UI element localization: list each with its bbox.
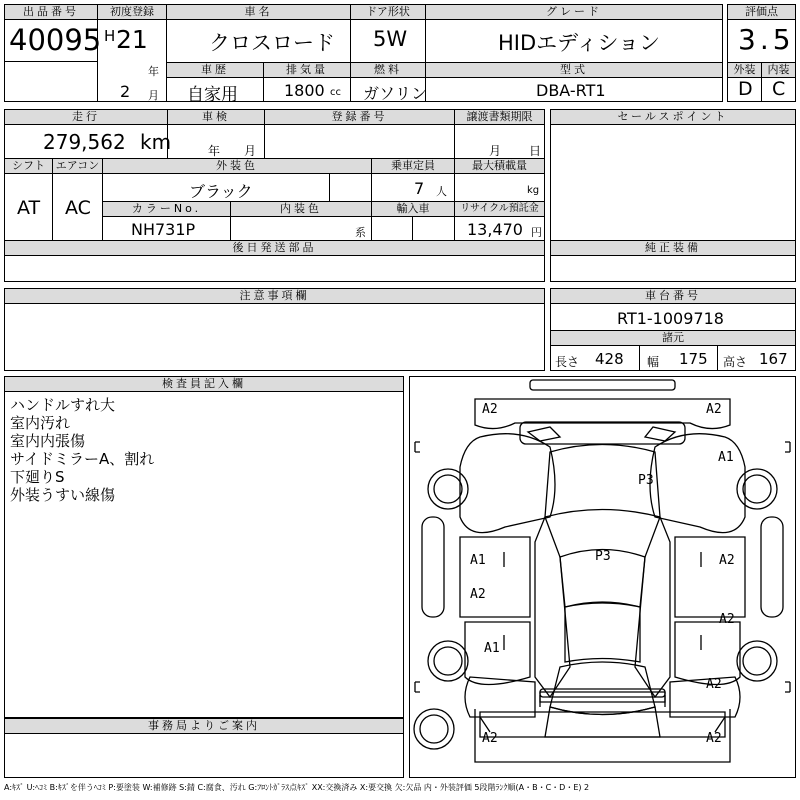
ac-box (52, 158, 103, 241)
car-outline (410, 377, 795, 777)
score-box (727, 4, 796, 63)
year-unit: 年 (148, 65, 159, 78)
inspector-note: 下廻りS (10, 468, 65, 486)
history: 自家用 (187, 85, 238, 105)
inspector-note: 外装うすい線傷 (10, 486, 116, 504)
int-color-box (230, 201, 372, 241)
insp-month-unit: 月 (244, 144, 257, 158)
transfer-box (454, 109, 545, 159)
damage-code: A2 (706, 731, 722, 746)
ext-grade-box (727, 62, 762, 102)
notes-label: 注意事項欄 (5, 289, 544, 304)
inspector-box (4, 376, 404, 718)
recycle-unit: 円 (531, 226, 542, 239)
lot-number: 40095 (9, 23, 102, 57)
mileage-label: 走行 (5, 110, 167, 125)
office-box (4, 718, 404, 778)
height: 167 (759, 350, 788, 368)
damage-code: A2 (470, 587, 486, 602)
displacement-unit: cc (330, 87, 341, 98)
office-label: 事務局よりご案内 (5, 719, 403, 734)
damage-code: P3 (595, 549, 611, 564)
later-parts-box (4, 240, 545, 282)
history-box (166, 62, 264, 105)
transfer-month-unit: 月 (489, 144, 502, 158)
ac: AC (65, 197, 91, 219)
transfer-day-unit: 日 (529, 144, 542, 158)
fuel-label: 燃料 (351, 63, 425, 78)
load-box (454, 158, 545, 202)
ext-color-label: 外装色 (103, 159, 371, 174)
damage-code: A2 (706, 677, 722, 692)
genuine-box (550, 240, 796, 282)
capacity-box (371, 158, 455, 202)
first-reg-label: 初度登録 (98, 5, 166, 20)
transfer-label: 譲渡書類期限 (455, 110, 544, 125)
damage-code: A1 (484, 641, 500, 656)
car-name: クロスロード (209, 31, 335, 55)
damage-code: A2 (482, 402, 498, 417)
int-grade-label: 内装 (762, 63, 795, 78)
height-label: 高さ (723, 355, 748, 369)
shift: AT (17, 197, 41, 219)
width-label: 幅 (647, 355, 660, 369)
fuel-box (350, 62, 426, 102)
insp-year-unit: 年 (208, 144, 221, 158)
model-code: DBA-RT1 (536, 81, 606, 100)
ac-label: エアコン (53, 159, 102, 174)
first-reg-box (97, 4, 167, 102)
displacement: 1800 (284, 81, 325, 100)
color-no-box (102, 201, 231, 241)
model-label: 型式 (426, 63, 722, 78)
damage-code: A1 (470, 553, 486, 568)
fuel: ガソリン (363, 84, 428, 103)
dims-box (550, 330, 796, 371)
ext-grade: D (738, 78, 753, 100)
reg-number-label: 登録番号 (265, 110, 454, 125)
inspection-label: 車検 (168, 110, 264, 125)
genuine-label: 純正装備 (551, 241, 795, 256)
mileage-box (4, 109, 172, 159)
car-name-label: 車名 (167, 5, 350, 20)
shift-box (4, 158, 53, 241)
sales-point-box (550, 109, 796, 241)
inspector-note: 室内内張傷 (10, 432, 86, 450)
inspector-note: 室内汚れ (10, 414, 71, 432)
ext-color: ブラック (189, 182, 253, 201)
grade-box (425, 4, 723, 63)
capacity-unit: 人 (436, 185, 447, 198)
recycle-box (454, 201, 545, 241)
chassis-box (550, 288, 796, 331)
history-label: 車歴 (167, 63, 263, 78)
chassis-label: 車台番号 (551, 289, 795, 304)
door-label: ドア形状 (351, 5, 425, 20)
damage-code: A2 (719, 612, 735, 627)
era: H (104, 27, 116, 45)
capacity: 7 (414, 179, 425, 198)
int-grade-box (761, 62, 796, 102)
ext-color-box (102, 158, 372, 202)
damage-code: A2 (706, 402, 722, 417)
recycle-label: リサイクル預託金 (455, 202, 544, 217)
grade: HIDエディション (498, 31, 661, 55)
sales-point-label: セールスポイント (551, 110, 795, 125)
load-unit: kg (527, 185, 540, 196)
int-color-unit: 系 (355, 226, 366, 239)
damage-code: A2 (482, 731, 498, 746)
inspector-note: ハンドルすれ大 (10, 396, 116, 414)
shift-label: シフト (5, 159, 52, 174)
legend: A:ｷｽﾞ U:ﾍｺﾐ B:ｷｽﾞを伴うﾍｺﾐ P:要塗装 W:補修跡 S:錆 C:腐食、汚れ G:ﾌﾛﾝﾄｶﾞﾗｽ点ｷｽﾞ XX:交換済み X:要交換 欠:欠品 内・外装評価 5段階ﾗﾝｸ順(A・B・C・D・E) 2 (4, 783, 590, 792)
dims-label: 諸元 (551, 331, 795, 346)
door-box (350, 4, 426, 63)
length-label: 長さ (555, 355, 580, 369)
model-box (425, 62, 723, 102)
import-box (371, 201, 455, 241)
inspector-label: 検査員記入欄 (5, 377, 403, 392)
recycle-amount: 13,470 (467, 220, 523, 239)
load-label: 最大積載量 (455, 159, 544, 174)
reg-number-box (264, 109, 455, 159)
lot-number-label: 出品番号 (5, 5, 97, 20)
color-no: NH731P (131, 220, 196, 239)
lot-number-box (4, 4, 102, 102)
color-no-label: カラーNo. (103, 202, 230, 217)
width: 175 (679, 350, 708, 368)
door-type: 5W (373, 27, 408, 51)
car-name-box (166, 4, 351, 63)
length: 428 (595, 350, 624, 368)
mileage: 279,562 (43, 130, 126, 154)
damage-diagram (409, 376, 796, 778)
notes-box (4, 288, 545, 371)
damage-code: A2 (719, 553, 735, 568)
chassis-number: RT1-1009718 (617, 309, 724, 328)
later-parts-label: 後日発送部品 (5, 241, 544, 256)
reg-month: 2 (120, 82, 131, 101)
import-label: 輸入車 (372, 202, 454, 217)
int-grade: C (772, 78, 786, 100)
grade-label: グレード (426, 5, 722, 20)
damage-code: A1 (718, 450, 734, 465)
mileage-unit: km (140, 130, 172, 154)
capacity-label: 乗車定員 (372, 159, 454, 174)
reg-year: 21 (116, 25, 148, 54)
ext-grade-label: 外装 (728, 63, 761, 78)
displacement-label: 排気量 (264, 63, 350, 78)
month-unit: 月 (148, 89, 159, 102)
displacement-box (263, 62, 351, 102)
inspection-box (167, 109, 265, 159)
int-color-label: 内装色 (231, 202, 371, 217)
inspector-note: サイドミラーA、割れ (10, 450, 155, 468)
damage-code: P3 (638, 473, 654, 488)
score-label: 評価点 (728, 5, 795, 20)
score: 3.5 (738, 23, 795, 56)
